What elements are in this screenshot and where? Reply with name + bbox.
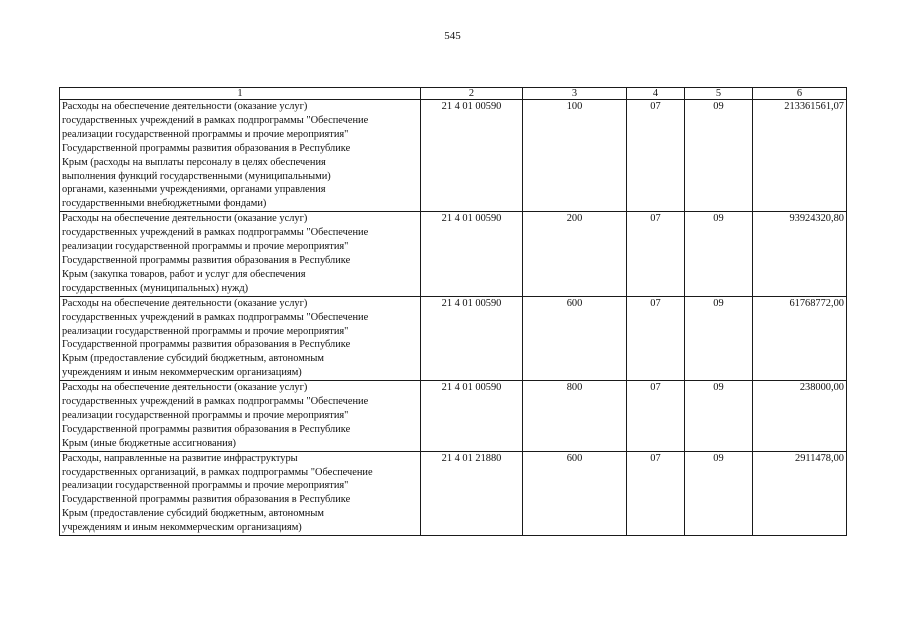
row-expense-type: 200: [523, 212, 627, 296]
row-section: 07: [627, 212, 685, 296]
row-section: 07: [627, 100, 685, 212]
column-header-6: 6: [753, 88, 847, 100]
row-expense-type: 800: [523, 381, 627, 452]
row-expense-type: 600: [523, 451, 627, 535]
row-amount: 213361561,07: [753, 100, 847, 212]
row-expense-type: 600: [523, 296, 627, 380]
row-amount: 238000,00: [753, 381, 847, 452]
row-expense-type: 100: [523, 100, 627, 212]
row-target-code: 21 4 01 21880: [421, 451, 523, 535]
row-description: Расходы на обеспечение деятельности (оказание услуг) государственных учреждений в рамках подпрограммы "Обеспечение реализации государственной программы и прочие мероприятия" Государственной программы развития образования в Республике Крым (предоставление субсидий бюджетным, автономным учреждениям и иным некоммерческим организациям): [60, 296, 421, 380]
row-amount: 61768772,00: [753, 296, 847, 380]
table-row: [60, 296, 847, 380]
row-section: 07: [627, 296, 685, 380]
row-description: Расходы, направленные на развитие инфраструктуры государственных организаций, в рамках подпрограммы "Обеспечение реализации государственной программы и прочие мероприятия" Государственной программы развития образования в Республике Крым (предоставление субсидий бюджетным, автономным учреждениям и иным некоммерческим организациям): [60, 451, 421, 535]
column-header-3: 3: [523, 88, 627, 100]
row-target-code: 21 4 01 00590: [421, 296, 523, 380]
row-subsection: 09: [685, 381, 753, 452]
row-description: Расходы на обеспечение деятельности (оказание услуг) государственных учреждений в рамках подпрограммы "Обеспечение реализации государственной программы и прочие мероприятия" Государственной программы развития образования в Республике Крым (закупка товаров, работ и услуг для обеспечения государственных (муниципальных) нужд): [60, 212, 421, 296]
column-header-2: 2: [421, 88, 523, 100]
row-section: 07: [627, 451, 685, 535]
row-subsection: 09: [685, 212, 753, 296]
row-amount: 93924320,80: [753, 212, 847, 296]
row-target-code: 21 4 01 00590: [421, 381, 523, 452]
row-subsection: 09: [685, 296, 753, 380]
row-section: 07: [627, 381, 685, 452]
row-target-code: 21 4 01 00590: [421, 100, 523, 212]
row-description: Расходы на обеспечение деятельности (оказание услуг) государственных учреждений в рамках подпрограммы "Обеспечение реализации государственной программы и прочие мероприятия" Государственной программы развития образования в Республике Крым (иные бюджетные ассигнования): [60, 381, 421, 452]
row-amount: 2911478,00: [753, 451, 847, 535]
row-description: Расходы на обеспечение деятельности (оказание услуг) государственных учреждений в рамках подпрограммы "Обеспечение реализации государственной программы и прочие мероприятия" Государственной программы развития образования в Республике Крым (расходы на выплаты персоналу в целях обеспечения выполнения функций государственными (муниципальными) органами, казенными учреждениями, органами управления государственными внебюджетными фондами): [60, 100, 421, 212]
row-subsection: 09: [685, 100, 753, 212]
column-header-4: 4: [627, 88, 685, 100]
column-header-1: 1: [60, 88, 421, 100]
table-row: [60, 212, 847, 296]
header-row: [60, 88, 847, 100]
table-row: [60, 100, 847, 212]
table-row: [60, 381, 847, 452]
table-row: [60, 451, 847, 535]
budget-table: [59, 87, 847, 536]
row-subsection: 09: [685, 451, 753, 535]
row-target-code: 21 4 01 00590: [421, 212, 523, 296]
column-header-5: 5: [685, 88, 753, 100]
page-number: 545: [444, 30, 461, 42]
